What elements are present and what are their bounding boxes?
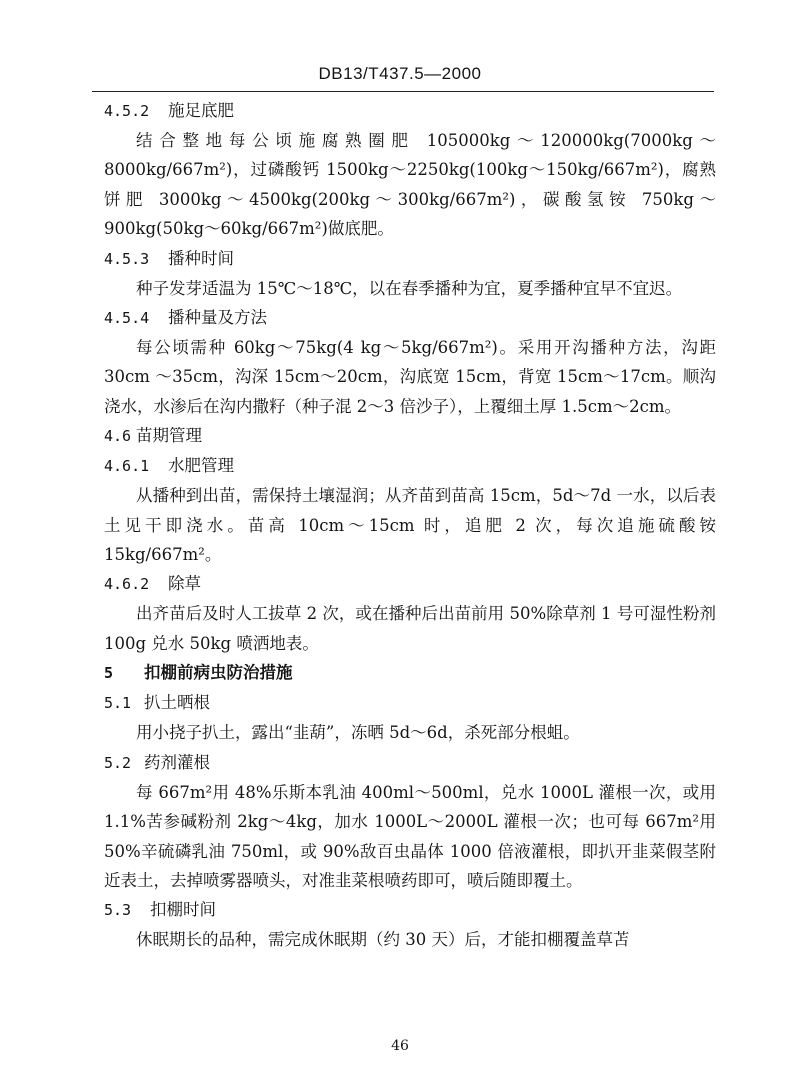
page-number: 46	[391, 1038, 409, 1054]
heading-title: 扣棚时间	[150, 900, 216, 920]
heading-title: 水肥管理	[168, 456, 234, 476]
paragraph: 从播种到出苗，需保持土壤湿润；从齐苗到苗高 15cm，5d～7d 一水，以后表土见干即浇水。苗高 10cm～15cm 时，追肥 2 次，每次追施硫酸铵 15kg/667m²。	[104, 486, 716, 565]
heading-4-5-4	[104, 303, 716, 333]
heading-4-5-2	[104, 96, 716, 126]
document-body	[104, 96, 716, 955]
heading-title: 除草	[168, 574, 201, 594]
heading-number: 5	[104, 664, 114, 683]
heading-4-6	[104, 421, 716, 451]
heading-4-6-2	[104, 569, 716, 599]
standard-code-header: DB13/T437.5—2000	[318, 64, 482, 83]
paragraph: 种子发芽适温为 15℃～18℃，以在春季播种为宜，夏季播种宜早不宜迟。	[136, 278, 683, 298]
heading-5-3	[104, 895, 716, 925]
heading-number: 4.6.2	[104, 575, 150, 594]
heading-title: 扒土晒根	[144, 693, 210, 713]
heading-number: 4.6.1	[104, 457, 150, 476]
heading-number: 4.5.2	[104, 102, 150, 120]
heading-5-2	[104, 748, 716, 778]
heading-number: 5.2	[104, 753, 132, 772]
heading-title: 扣棚前病虫防治措施	[144, 663, 293, 683]
heading-title: 苗期管理	[136, 426, 202, 446]
heading-number: 5.3	[104, 901, 132, 920]
paragraph: 每公顷需种 60kg～75kg(4 kg～5kg/667m²)。采用开沟播种方法，沟距 30cm ～35cm，沟深 15cm～20cm，沟底宽 15cm，背宽 15cm～17cm。顺沟浇水，水渗后在沟内撒籽（种子混 2～3 倍沙子），上覆细土厚 1.5cm～2cm。	[104, 338, 716, 416]
heading-number: 5.1	[104, 694, 132, 713]
header-rule	[92, 91, 714, 92]
heading-title: 播种时间	[168, 248, 234, 268]
heading-number: 4.6	[104, 427, 132, 446]
heading-number: 4.5.4	[104, 309, 150, 328]
heading-title: 播种量及方法	[168, 308, 267, 328]
heading-title: 施足底肥	[168, 101, 234, 120]
heading-5-1	[104, 688, 716, 718]
heading-title: 药剂灌根	[144, 752, 210, 772]
paragraph: 每 667m²用 48%乐斯本乳油 400ml～500ml，兑水 1000L 灌根一次，或用 1.1%苦参碱粉剂 2kg～4kg，加水 1000L～2000L 灌根一次；也可每 667m²用 50%辛硫磷乳油 750ml，或 90%敌百虫晶体 1000 倍液灌根，即扒开韭菜假茎附近表土，去掉喷雾器喷头，对准韭菜根喷药即可，喷后随即覆土。	[104, 782, 716, 890]
paragraph: 出齐苗后及时人工拔草 2 次，或在播种后出苗前用 50%除草剂 1 号可湿性粉剂 100g 兑水 50kg 喷洒地表。	[104, 604, 716, 653]
heading-4-5-3	[104, 244, 716, 274]
paragraph: 用小挠子扒土，露出“韭葫”，冻晒 5d～6d，杀死部分根蛆。	[136, 723, 580, 743]
paragraph: 休眠期长的品种，需完成休眠期（约 30 天）后，才能扣棚覆盖草苫	[136, 930, 630, 950]
heading-number: 4.5.3	[104, 249, 150, 268]
heading-4-6-1	[104, 451, 716, 481]
heading-5	[104, 658, 716, 688]
paragraph: 结合整地每公顷施腐熟圈肥 105000kg～120000kg(7000kg～ 8000kg/667m²)，过磷酸钙 1500kg～2250kg(100kg～150kg/667m²)，腐熟饼肥 3000kg～4500kg(200kg～300kg/667m²)，碳酸氢铵 750kg～900kg(50kg～60kg/667m²)做底肥。	[104, 131, 716, 239]
